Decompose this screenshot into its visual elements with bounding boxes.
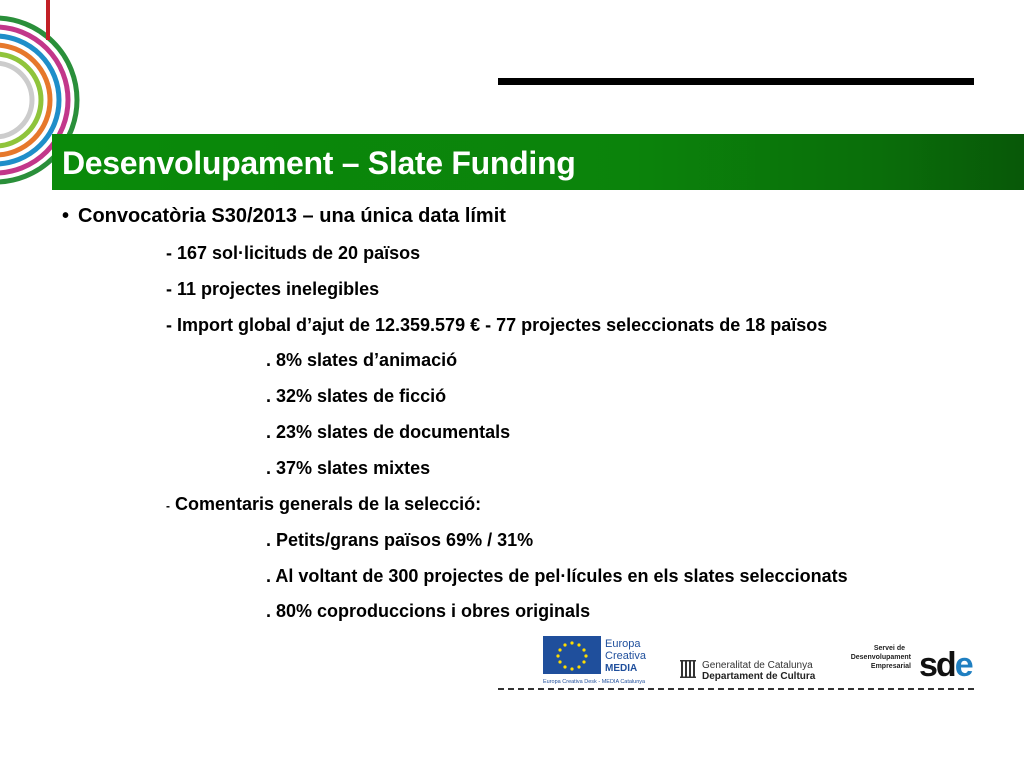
title-bar xyxy=(52,134,1024,190)
bullet-icon: • xyxy=(62,205,70,227)
list-item-text: Comentaris generals de la selecció: xyxy=(170,494,482,514)
svg-text:Generalitat de Catalunya: Generalitat de Catalunya xyxy=(702,660,813,671)
list-item: . Al voltant de 300 projectes de pel·lícules en els slates seleccionats xyxy=(266,566,848,586)
svg-text:Servei de: Servei de xyxy=(873,645,905,652)
list-item: - 167 sol·licituds de 20 països xyxy=(166,243,421,263)
list-dash: - xyxy=(166,499,170,513)
list-item: . Petits/grans països 69% / 31% xyxy=(266,530,534,550)
svg-text:MEDIA: MEDIA xyxy=(605,663,638,674)
generalitat-logo xyxy=(680,658,830,684)
svg-text:Europa Creativa Desk - MEDIA C: Europa Creativa Desk - MEDIA Catalunya xyxy=(543,679,646,685)
europa-creativa-logo xyxy=(543,636,663,686)
list-item: . 37% slates mixtes xyxy=(266,458,431,478)
svg-text:Departament de Cultura: Departament de Cultura xyxy=(702,671,816,682)
main-bullet-text: Convocatòria S30/2013 – una única data límit xyxy=(78,205,506,227)
sde-logo xyxy=(843,640,975,684)
svg-text:Empresarial: Empresarial xyxy=(870,663,911,670)
svg-text:Europa: Europa xyxy=(605,638,641,650)
generalitat-emblem-icon xyxy=(680,660,696,678)
list-item: . 32% slates de ficció xyxy=(266,386,447,406)
main-bullet xyxy=(62,205,506,228)
svg-text:Desenvolupament: Desenvolupament xyxy=(850,654,911,661)
slide-title: Desenvolupament – Slate Funding xyxy=(62,145,576,181)
list-item xyxy=(166,494,481,515)
list-item: . 80% coproduccions i obres originals xyxy=(266,601,591,621)
list-item: . 8% slates d’animació xyxy=(266,350,458,370)
list-item: - 11 projectes inelegibles xyxy=(166,279,380,299)
sde-mark: sde xyxy=(919,646,972,684)
svg-text:Creativa: Creativa xyxy=(605,650,646,662)
footer-dashed-rule xyxy=(498,688,974,690)
top-rule xyxy=(498,78,974,85)
decorative-arcs xyxy=(0,0,100,230)
list-item: . 23% slates de documentals xyxy=(266,422,511,442)
list-item: - Import global d’ajut de 12.359.579 € - 77 projectes seleccionats de 18 països xyxy=(166,315,828,335)
